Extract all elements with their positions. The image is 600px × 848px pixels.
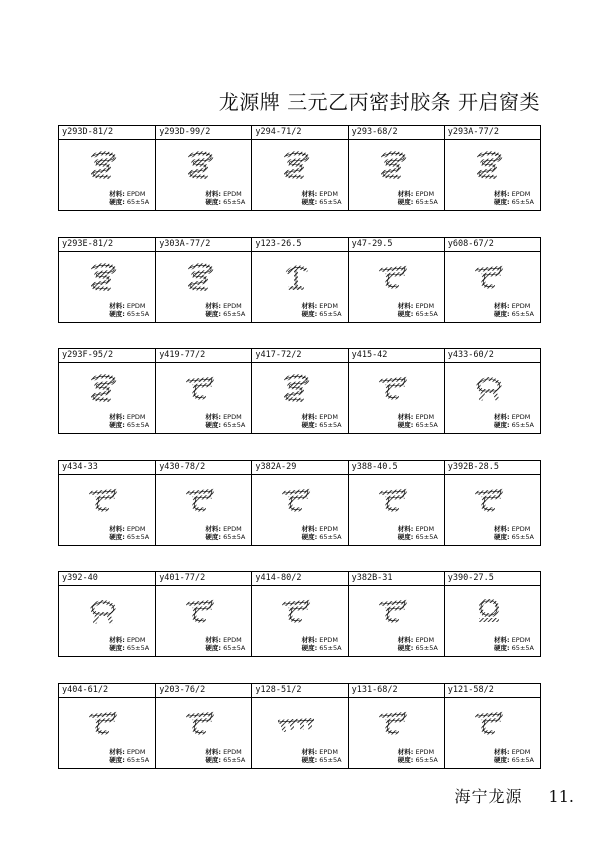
material-key: 材料: xyxy=(109,525,125,533)
product-cell xyxy=(155,684,251,768)
hardness-value: 65±5A xyxy=(511,644,534,652)
product-code: y293D-99/2 xyxy=(156,126,251,140)
hardness-key: 硬度: xyxy=(397,644,414,652)
flag-profile-icon xyxy=(375,596,411,626)
material-key: 材料: xyxy=(109,413,125,421)
material-key: 材料: xyxy=(397,413,414,421)
hardness-value: 65±5A xyxy=(415,198,438,206)
product-code: y414-80/2 xyxy=(252,572,347,586)
material-value: EPDM xyxy=(511,525,531,533)
material-value: EPDM xyxy=(126,636,146,644)
product-spec xyxy=(494,413,534,429)
product-spec xyxy=(302,748,342,764)
material-value: EPDM xyxy=(223,525,242,533)
hardness-value: 65±5A xyxy=(415,310,438,318)
hardness-value: 65±5A xyxy=(223,644,246,652)
product-cell xyxy=(348,238,444,322)
hardness-key: 硬度: xyxy=(493,310,510,318)
hook-profile-icon xyxy=(375,150,411,180)
hardness-value: 65±5A xyxy=(223,198,246,206)
material-key: 材料: xyxy=(109,190,125,198)
material-key: 材料: xyxy=(493,413,510,421)
hardness-key: 硬度: xyxy=(205,644,221,652)
hardness-value: 65±5A xyxy=(319,533,342,541)
hardness-key: 硬度: xyxy=(397,421,414,429)
product-row xyxy=(58,237,541,323)
hardness-key: 硬度: xyxy=(397,198,414,206)
hardness-value: 65±5A xyxy=(223,533,246,541)
hardness-value: 65±5A xyxy=(319,644,342,652)
product-cell xyxy=(444,349,540,433)
product-spec xyxy=(205,748,245,764)
product-cell xyxy=(251,572,347,656)
product-spec xyxy=(398,636,438,652)
product-spec xyxy=(205,525,245,541)
material-value: EPDM xyxy=(223,302,242,310)
product-cell xyxy=(348,461,444,545)
product-spec xyxy=(109,190,149,206)
hardness-key: 硬度: xyxy=(493,644,510,652)
material-value: EPDM xyxy=(319,413,338,421)
product-code: y131-68/2 xyxy=(349,684,444,698)
hardness-value: 65±5A xyxy=(511,533,534,541)
product-cell xyxy=(251,461,347,545)
material-value: EPDM xyxy=(223,636,242,644)
product-cell xyxy=(444,572,540,656)
hardness-key: 硬度: xyxy=(109,644,125,652)
product-cell xyxy=(444,684,540,768)
hardness-key: 硬度: xyxy=(397,756,414,764)
product-code: y382A-29 xyxy=(252,461,347,475)
hardness-value: 65±5A xyxy=(319,310,342,318)
product-spec xyxy=(205,636,245,652)
product-code: y608-67/2 xyxy=(445,238,540,252)
product-spec xyxy=(494,748,534,764)
hardness-key: 硬度: xyxy=(109,533,125,541)
hook-profile-icon xyxy=(278,373,314,403)
product-code: y401-77/2 xyxy=(156,572,251,586)
product-code: y404-61/2 xyxy=(59,684,155,698)
hardness-key: 硬度: xyxy=(205,756,221,764)
flag-profile-icon xyxy=(471,262,507,292)
material-value: EPDM xyxy=(126,525,146,533)
hardness-value: 65±5A xyxy=(126,756,150,764)
product-code: y294-71/2 xyxy=(252,126,347,140)
product-spec xyxy=(494,636,534,652)
material-key: 材料: xyxy=(493,302,510,310)
hook-profile-icon xyxy=(182,262,218,292)
product-code: y293D-81/2 xyxy=(59,126,155,140)
hardness-value: 65±5A xyxy=(223,421,246,429)
bulb-profile-icon xyxy=(85,596,121,626)
hardness-value: 65±5A xyxy=(126,310,150,318)
product-spec xyxy=(302,525,342,541)
product-cell xyxy=(444,238,540,322)
product-code: y392-40 xyxy=(59,572,155,586)
hardness-value: 65±5A xyxy=(415,533,438,541)
hardness-key: 硬度: xyxy=(493,533,510,541)
product-cell xyxy=(155,126,251,210)
product-cell xyxy=(251,349,347,433)
product-spec xyxy=(302,302,342,318)
product-code: y430-78/2 xyxy=(156,461,251,475)
material-value: EPDM xyxy=(126,748,146,756)
material-key: 材料: xyxy=(205,413,221,421)
product-cell xyxy=(444,126,540,210)
flag-profile-icon xyxy=(471,708,507,738)
hardness-key: 硬度: xyxy=(205,421,221,429)
material-key: 材料: xyxy=(205,636,221,644)
product-cell xyxy=(155,572,251,656)
material-key: 材料: xyxy=(109,636,125,644)
hook-profile-icon xyxy=(182,150,218,180)
material-value: EPDM xyxy=(511,190,531,198)
hardness-key: 硬度: xyxy=(301,198,318,206)
material-value: EPDM xyxy=(223,748,242,756)
hardness-key: 硬度: xyxy=(109,421,125,429)
flag-profile-icon xyxy=(375,262,411,292)
flag-profile-icon xyxy=(375,485,411,515)
material-key: 材料: xyxy=(205,748,221,756)
material-key: 材料: xyxy=(205,525,221,533)
product-spec xyxy=(205,190,245,206)
material-value: EPDM xyxy=(415,748,435,756)
hardness-value: 65±5A xyxy=(319,198,342,206)
product-cell xyxy=(348,126,444,210)
page-title: 龙源牌 三元乙丙密封胶条 开启窗类 xyxy=(218,90,540,114)
product-cell xyxy=(251,684,347,768)
product-code: y293E-81/2 xyxy=(59,238,155,252)
hook-profile-icon xyxy=(85,373,121,403)
hardness-value: 65±5A xyxy=(511,421,534,429)
hardness-key: 硬度: xyxy=(301,644,318,652)
product-spec xyxy=(398,302,438,318)
product-cell xyxy=(155,238,251,322)
flag-profile-icon xyxy=(278,596,314,626)
material-key: 材料: xyxy=(205,190,221,198)
ring-profile-icon xyxy=(471,596,507,626)
hardness-key: 硬度: xyxy=(493,756,510,764)
hardness-value: 65±5A xyxy=(223,310,246,318)
product-code: y392B-28.5 xyxy=(445,461,540,475)
hardness-key: 硬度: xyxy=(397,533,414,541)
product-spec xyxy=(302,413,342,429)
material-value: EPDM xyxy=(415,302,435,310)
hardness-key: 硬度: xyxy=(301,310,318,318)
material-key: 材料: xyxy=(397,302,414,310)
product-code: y415-42 xyxy=(349,349,444,363)
product-code: y434-33 xyxy=(59,461,155,475)
flag-profile-icon xyxy=(278,485,314,515)
product-spec xyxy=(494,525,534,541)
hardness-value: 65±5A xyxy=(223,756,246,764)
material-key: 材料: xyxy=(397,525,414,533)
material-value: EPDM xyxy=(319,636,338,644)
flag-profile-icon xyxy=(85,485,121,515)
product-code: y382B-31 xyxy=(349,572,444,586)
material-key: 材料: xyxy=(397,190,414,198)
product-code: y203-76/2 xyxy=(156,684,251,698)
product-spec xyxy=(398,190,438,206)
product-spec xyxy=(109,413,149,429)
material-key: 材料: xyxy=(397,636,414,644)
material-value: EPDM xyxy=(319,302,338,310)
hardness-value: 65±5A xyxy=(126,198,150,206)
product-code: y47-29.5 xyxy=(349,238,444,252)
hardness-key: 硬度: xyxy=(109,198,125,206)
material-value: EPDM xyxy=(511,748,531,756)
product-code: y293-68/2 xyxy=(349,126,444,140)
hardness-value: 65±5A xyxy=(415,644,438,652)
flag-profile-icon xyxy=(182,485,218,515)
bulb-profile-icon xyxy=(471,373,507,403)
material-key: 材料: xyxy=(493,636,510,644)
material-value: EPDM xyxy=(223,413,242,421)
hardness-key: 硬度: xyxy=(205,533,221,541)
material-value: EPDM xyxy=(319,748,338,756)
hardness-value: 65±5A xyxy=(319,756,342,764)
material-key: 材料: xyxy=(109,302,125,310)
material-value: EPDM xyxy=(415,525,435,533)
hardness-value: 65±5A xyxy=(511,310,534,318)
product-code: y388-40.5 xyxy=(349,461,444,475)
product-cell xyxy=(251,238,347,322)
flag-profile-icon xyxy=(182,373,218,403)
flag-profile-icon xyxy=(85,708,121,738)
material-key: 材料: xyxy=(301,302,318,310)
company-name: 海宁龙源 xyxy=(454,787,523,806)
wide-profile-icon xyxy=(278,708,314,738)
product-cell xyxy=(59,461,155,545)
hardness-value: 65±5A xyxy=(126,533,150,541)
material-key: 材料: xyxy=(493,190,510,198)
material-key: 材料: xyxy=(493,748,510,756)
product-row xyxy=(58,348,541,434)
product-row xyxy=(58,683,541,769)
material-value: EPDM xyxy=(415,636,435,644)
hardness-key: 硬度: xyxy=(397,310,414,318)
material-value: EPDM xyxy=(511,302,531,310)
product-code: y390-27.5 xyxy=(445,572,540,586)
product-code: y419-77/2 xyxy=(156,349,251,363)
page-footer xyxy=(0,784,574,807)
hook-profile-icon xyxy=(85,262,121,292)
product-code: y433-60/2 xyxy=(445,349,540,363)
product-spec xyxy=(398,525,438,541)
product-code: y293F-95/2 xyxy=(59,349,155,363)
hardness-key: 硬度: xyxy=(301,756,318,764)
material-key: 材料: xyxy=(301,748,318,756)
product-spec xyxy=(109,636,149,652)
product-spec xyxy=(302,190,342,206)
product-row xyxy=(58,460,541,546)
material-key: 材料: xyxy=(109,748,125,756)
product-spec xyxy=(398,748,438,764)
flag-profile-icon xyxy=(182,596,218,626)
material-value: EPDM xyxy=(223,190,242,198)
product-cell xyxy=(59,238,155,322)
flag-profile-icon xyxy=(182,708,218,738)
hardness-key: 硬度: xyxy=(109,756,125,764)
material-value: EPDM xyxy=(319,525,338,533)
product-spec xyxy=(205,302,245,318)
hook-profile-icon xyxy=(471,150,507,180)
hook-profile-icon xyxy=(278,150,314,180)
flag-profile-icon xyxy=(471,485,507,515)
product-spec xyxy=(398,413,438,429)
hardness-value: 65±5A xyxy=(126,421,150,429)
hardness-value: 65±5A xyxy=(511,756,534,764)
product-code: y123-26.5 xyxy=(252,238,347,252)
product-cell xyxy=(155,349,251,433)
hardness-value: 65±5A xyxy=(126,644,150,652)
material-value: EPDM xyxy=(415,190,435,198)
product-spec xyxy=(109,525,149,541)
product-row xyxy=(58,125,541,211)
hardness-value: 65±5A xyxy=(415,756,438,764)
product-cell xyxy=(59,572,155,656)
hardness-key: 硬度: xyxy=(493,421,510,429)
hardness-key: 硬度: xyxy=(493,198,510,206)
product-spec xyxy=(109,748,149,764)
material-value: EPDM xyxy=(319,190,338,198)
hardness-key: 硬度: xyxy=(301,533,318,541)
hardness-key: 硬度: xyxy=(301,421,318,429)
material-value: EPDM xyxy=(415,413,435,421)
material-key: 材料: xyxy=(205,302,221,310)
hook-profile-icon xyxy=(85,150,121,180)
stem-profile-icon xyxy=(278,262,314,292)
product-cell xyxy=(444,461,540,545)
product-code: y303A-77/2 xyxy=(156,238,251,252)
product-cell xyxy=(251,126,347,210)
product-cell xyxy=(348,572,444,656)
product-code: y417-72/2 xyxy=(252,349,347,363)
product-cell xyxy=(59,126,155,210)
material-key: 材料: xyxy=(301,190,318,198)
product-code: y128-51/2 xyxy=(252,684,347,698)
product-cell xyxy=(348,349,444,433)
product-row xyxy=(58,571,541,657)
page-number: 11. xyxy=(548,787,574,806)
product-spec xyxy=(109,302,149,318)
product-cell xyxy=(348,684,444,768)
material-key: 材料: xyxy=(493,525,510,533)
hardness-key: 硬度: xyxy=(109,310,125,318)
hardness-value: 65±5A xyxy=(319,421,342,429)
product-spec xyxy=(494,190,534,206)
product-spec xyxy=(302,636,342,652)
product-cell xyxy=(155,461,251,545)
material-key: 材料: xyxy=(397,748,414,756)
product-spec xyxy=(205,413,245,429)
material-key: 材料: xyxy=(301,525,318,533)
product-code: y121-58/2 xyxy=(445,684,540,698)
material-value: EPDM xyxy=(126,190,146,198)
hardness-key: 硬度: xyxy=(205,310,221,318)
hardness-value: 65±5A xyxy=(511,198,534,206)
hardness-value: 65±5A xyxy=(415,421,438,429)
material-key: 材料: xyxy=(301,636,318,644)
product-spec xyxy=(494,302,534,318)
material-value: EPDM xyxy=(126,413,146,421)
material-value: EPDM xyxy=(126,302,146,310)
material-key: 材料: xyxy=(301,413,318,421)
flag-profile-icon xyxy=(375,708,411,738)
hardness-key: 硬度: xyxy=(205,198,221,206)
product-cell xyxy=(59,684,155,768)
material-value: EPDM xyxy=(511,636,531,644)
material-value: EPDM xyxy=(511,413,531,421)
flag-profile-icon xyxy=(375,373,411,403)
product-code: y293A-77/2 xyxy=(445,126,540,140)
product-cell xyxy=(59,349,155,433)
